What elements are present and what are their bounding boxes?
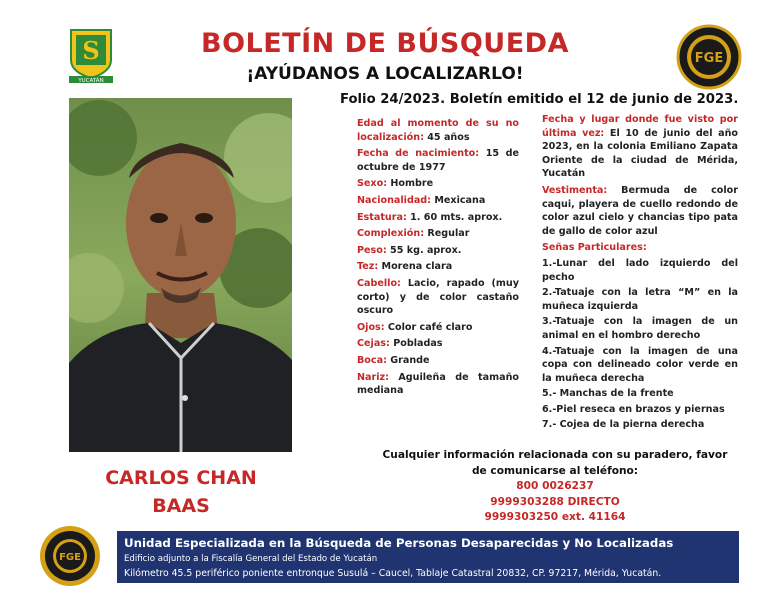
fge-badge-icon <box>676 24 742 90</box>
list-item: 1.-Lunar del lado izquierdo del pecho <box>542 257 738 283</box>
details-left <box>357 117 519 401</box>
phone-extension[interactable]: 9999303250 ext. 41164 <box>484 511 626 523</box>
detail-last-seen: Fecha y lugar donde fue visto por última vez: El 10 de junio del año 2023, en la colonia Emiliano Zapata Oriente de la ciudad de Mérida, Yucatán <box>542 114 739 180</box>
person-photo <box>69 98 292 452</box>
folio-line: Folio 24/2023. Boletín emitido el 12 de junio de 2023. <box>340 92 739 107</box>
detail-clothing: Vestimenta: Bermuda de color caqui, playera de cuello redondo de color azul cielo y chancias tipo pata de gallo de color azul <box>542 184 738 237</box>
detail-mouth: Boca: Grande <box>357 354 430 366</box>
contact-line1: Cualquier información relacionada con su paradero, favor <box>382 449 728 461</box>
footer-building: Edificio adjunto a la Fiscalía General del Estado de Yucatán <box>124 554 378 564</box>
contact-block <box>350 448 760 526</box>
person-name-line2: BAAS <box>152 495 210 517</box>
list-item: 2.-Tatuaje con la letra “M” en la muñeca izquierda <box>542 287 738 312</box>
list-item: 3.-Tatuaje con la imagen de un animal en el hombro derecho <box>542 316 738 341</box>
detail-hair: Cabello: Lacio, rapado (muy corto) y de color castaño oscuro <box>357 277 519 317</box>
phone-direct[interactable]: 9999303288 DIRECTO <box>490 495 620 508</box>
list-item: 6.-Piel reseca en brazos y piernas <box>542 403 725 415</box>
page-title: BOLETÍN DE BÚSQUEDA <box>201 28 569 59</box>
footer-unit-name: Unidad Especializada en la Búsqueda de Personas Desaparecidas y No Localizadas <box>124 536 674 550</box>
fge-seal-icon <box>38 524 102 588</box>
detail-complexion: Tez: Morena clara <box>357 261 453 273</box>
list-item: 5.- Manchas de la frente <box>542 388 674 400</box>
footer-address: Kilómetro 45.5 periférico poniente entronque Susulá – Caucel, Tablaje Catastral 20832, CP. 97217, Mérida, Yucatán. <box>124 568 662 579</box>
detail-nationality: Nacionalidad: Mexicana <box>357 194 486 206</box>
contact-line2: de comunicarse al teléfono: <box>471 464 639 477</box>
detail-eyes: Ojos: Color café claro <box>357 321 473 333</box>
detail-build: Complexión: Regular <box>357 228 470 240</box>
state-logo <box>66 26 116 86</box>
distinguishing-marks <box>542 241 738 432</box>
page-subtitle: ¡AYÚDANOS A LOCALIZARLO! <box>246 64 524 84</box>
detail-birthdate: Fecha de nacimiento: 15 de octubre de 1977 <box>357 148 519 173</box>
detail-eyebrows: Cejas: Pobladas <box>357 338 443 350</box>
list-item: 4.-Tatuaje con la imagen de una copa con delineado color verde en la muñeca derecha <box>542 345 738 384</box>
person-name <box>70 464 292 520</box>
marks-heading: Señas Particulares: <box>542 242 647 254</box>
footer-bar <box>117 531 739 583</box>
detail-height: Estatura: 1. 60 mts. aprox. <box>357 211 503 223</box>
svg-text:S: S <box>82 36 100 65</box>
person-name-line1: CARLOS CHAN <box>105 467 257 489</box>
detail-sex: Sexo: Hombre <box>357 178 434 190</box>
details-right <box>542 113 738 434</box>
detail-nose: Nariz: Aguileña de tamaño mediana <box>357 371 519 397</box>
detail-weight: Peso: 55 kg. aprox. <box>357 244 462 256</box>
phone-tollfree[interactable]: 800 0026237 <box>516 480 594 492</box>
svg-text:YUCATÁN: YUCATÁN <box>78 78 104 84</box>
svg-text:FGE: FGE <box>59 552 81 563</box>
list-item: 7.- Cojea de la pierna derecha <box>542 419 705 431</box>
detail-age: Edad al momento de su no localización: 45 años <box>357 118 519 143</box>
svg-text:FGE: FGE <box>694 51 724 66</box>
